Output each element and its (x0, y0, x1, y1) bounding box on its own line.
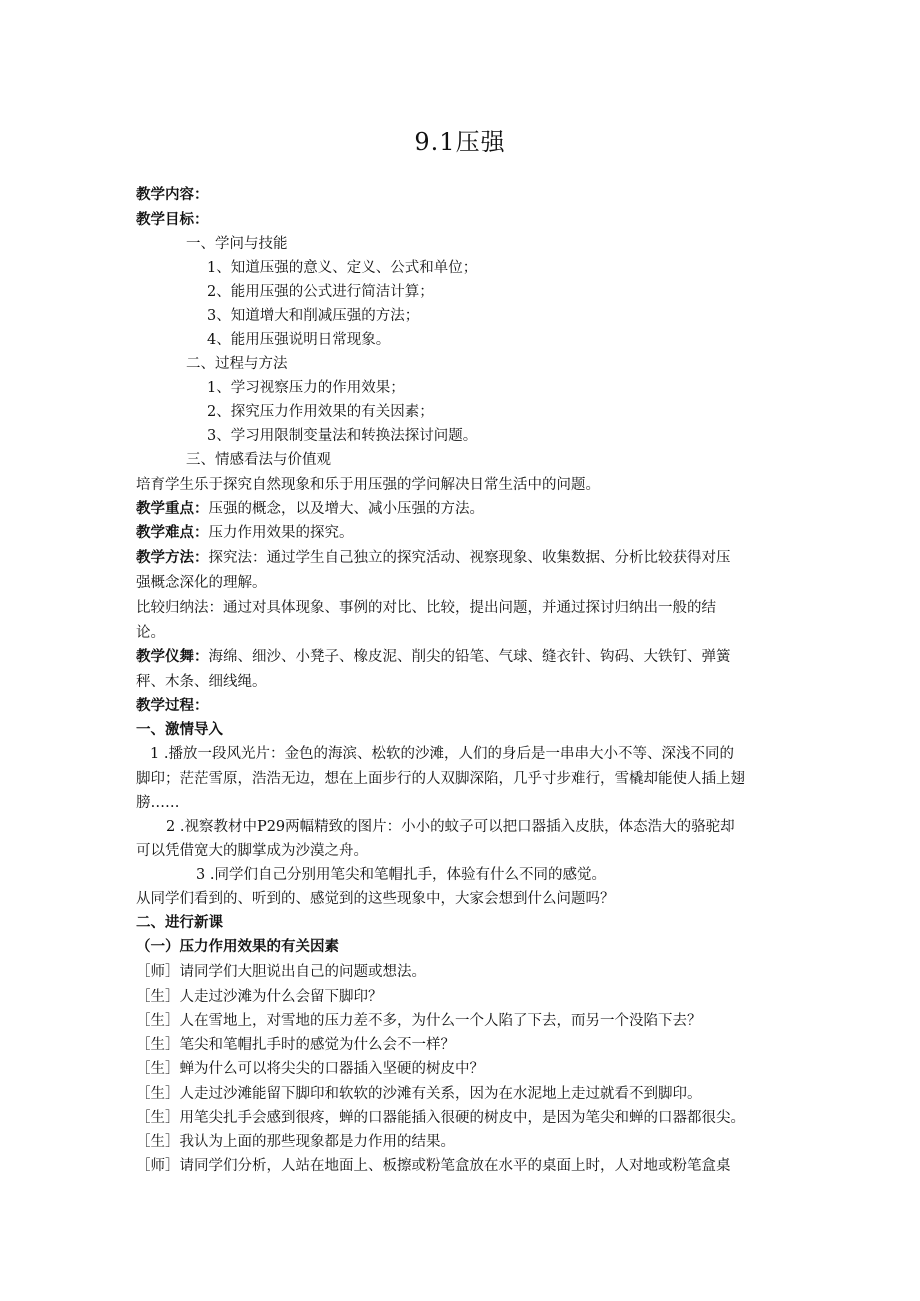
goal-section-3-text: 培育学生乐于探究自然现象和乐于用压强的学问解决日常生活中的问题。 (136, 477, 600, 493)
key-point (136, 500, 484, 518)
dialog-line: ［生］笔尖和笔帽扎手时的感觉为什么会不一样？ (136, 1037, 455, 1053)
section-heading: 二、进行新课 (136, 915, 223, 931)
dialog-line: ［师］请同学们分析，人站在地面上、板擦或粉笔盒放在水平的桌面上时，人对地或粉笔盒桌 (136, 1158, 731, 1174)
paragraph: 从同学们看到的、听到的、感觉到的这些现象中，大家会想到什么问题吗？ (136, 891, 615, 907)
goal-item: 4、能用压强说明日常现象。 (207, 332, 391, 348)
goal-item: 2、探究压力作用效果的有关因素； (207, 404, 434, 420)
dialog-line: ［生］人走过沙滩能留下脚印和软软的沙滩有关系，因为在水泥地上走过就看不到脚印。 (136, 1086, 702, 1102)
dialog-line: ［生］用笔尖扎手会感到很疼，蝉的口器能插入很硬的树皮中，是因为笔尖和蝉的口器都很尖。 (136, 1110, 745, 1126)
dialog-line: ［生］人走过沙滩为什么会留下脚印？ (136, 989, 383, 1005)
method-text: 强概念深化的理解。 (136, 575, 267, 591)
dialog-line: ［生］蝉为什么可以将尖尖的口器插入坚硬的树皮中？ (136, 1061, 484, 1077)
paragraph: 1 .播放一段风光片：金色的海滨、松软的沙滩，人们的身后是一串串大小不等、深浅不同的 (150, 746, 734, 762)
equipment-text: 秤、木条、细线绳。 (136, 674, 267, 690)
equipment-label: 教学仪舞： (136, 649, 209, 665)
section-heading: 一、激情导入 (136, 722, 223, 738)
difficulty (136, 524, 354, 542)
equipment (136, 648, 731, 666)
dialog-line: ［生］人在雪地上，对雪地的压力差不多，为什么一个人陷了下去，而另一个没陷下去？ (136, 1013, 702, 1029)
goal-item: 2、能用压强的公式进行简洁计算； (207, 284, 434, 300)
method-label: 教学方法： (136, 550, 209, 566)
method-text: 论。 (136, 625, 165, 641)
equipment-text: 海绵、细沙、小凳子、橡皮泥、削尖的铅笔、气球、缝衣针、钩码、大铁钉、弹簧 (208, 649, 731, 665)
goal-item: 1、知道压强的意义、定义、公式和单位； (207, 260, 478, 276)
difficulty-label: 教学难点： (136, 525, 209, 541)
process-label: 教学过程： (136, 698, 209, 714)
paragraph: 2 .视察教材中P29两幅精致的图片：小小的蚊子可以把口器插入皮肤，体态浩大的骆驼却 (166, 819, 735, 835)
method (136, 549, 731, 567)
goal-item: 1、学习视察压力的作用效果； (207, 380, 405, 396)
method-text: 比较归纳法：通过对具体现象、事例的对比、比较，提出问题，并通过探讨归纳出一般的结 (136, 600, 716, 616)
goal-section-2: 二、过程与方法 (186, 356, 288, 372)
content-label: 教学内容： (136, 187, 209, 203)
dialog-line: ［生］我认为上面的那些现象都是力作用的结果。 (136, 1134, 455, 1150)
paragraph: 膀…… (136, 795, 180, 811)
dialog-line: ［师］请同学们大胆说出自己的问题或想法。 (136, 964, 426, 980)
goal-section-1: 一、学问与技能 (186, 236, 288, 252)
goal-item: 3、学习用限制变量法和转换法探讨问题。 (207, 428, 478, 444)
paragraph: 3 .同学们自己分别用笔尖和笔帽扎手，体验有什么不同的感觉。 (196, 867, 606, 883)
paragraph: 脚印；茫茫雪原，浩浩无边，想在上面步行的人双脚深陷，几乎寸步难行，雪橇却能使人插上翅 (136, 771, 745, 787)
difficulty-text: 压力作用效果的探究。 (208, 525, 354, 541)
goal-section-3: 三、情感看法与价值观 (186, 452, 331, 468)
page-title: 9.1压强 (414, 128, 506, 156)
subsection-heading: （一）压力作用效果的有关因素 (136, 939, 339, 955)
key-point-label: 教学重点： (136, 501, 209, 517)
goals-label: 教学目标： (136, 212, 209, 228)
paragraph: 可以凭借宽大的脚掌成为沙漠之舟。 (136, 843, 368, 859)
method-text: 探究法：通过学生自己独立的探究活动、视察现象、收集数据、分析比较获得对压 (208, 550, 731, 566)
key-point-text: 压强的概念，以及增大、减小压强的方法。 (208, 501, 484, 517)
goal-item: 3、知道增大和削减压强的方法； (207, 308, 420, 324)
